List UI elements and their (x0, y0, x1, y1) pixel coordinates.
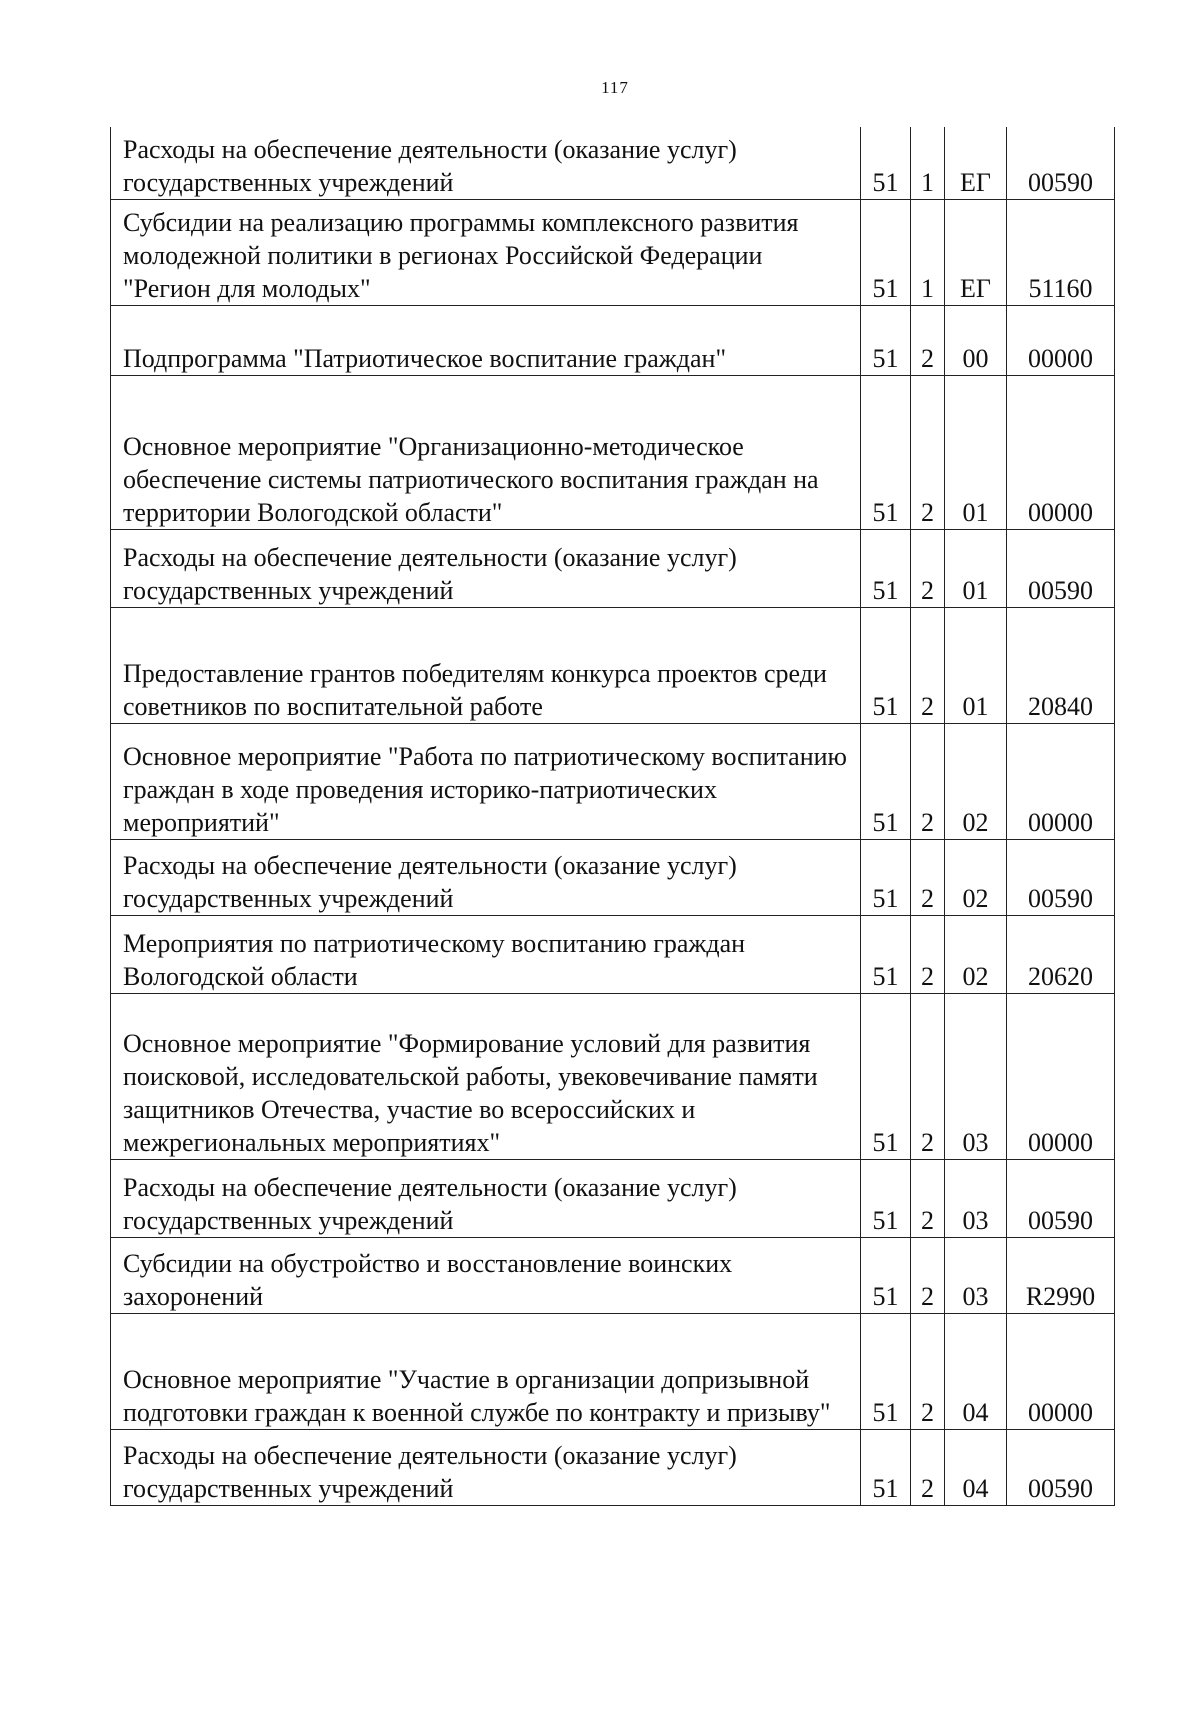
subprogram-code: 2 (911, 529, 945, 607)
program-code: 51 (861, 915, 911, 993)
direction-code: 00000 (1007, 1313, 1115, 1429)
event-code: ЕГ (945, 199, 1007, 305)
program-code: 51 (861, 127, 911, 199)
program-code: 51 (861, 375, 911, 529)
expense-name: Расходы на обеспечение деятельности (оказание услуг) государственных учреждений (111, 127, 861, 199)
table-row (111, 305, 1115, 375)
subprogram-code: 2 (911, 915, 945, 993)
subprogram-code: 2 (911, 723, 945, 839)
subprogram-code: 2 (911, 993, 945, 1159)
subprogram-code: 2 (911, 305, 945, 375)
program-code: 51 (861, 607, 911, 723)
event-code: 01 (945, 375, 1007, 529)
direction-code: 00590 (1007, 127, 1115, 199)
budget-classification-table (110, 127, 1115, 1506)
table-row (111, 723, 1115, 839)
direction-code: 00000 (1007, 305, 1115, 375)
direction-code: 20840 (1007, 607, 1115, 723)
direction-code: 51160 (1007, 199, 1115, 305)
program-code: 51 (861, 1159, 911, 1237)
table-row (111, 993, 1115, 1159)
event-code: 00 (945, 305, 1007, 375)
expense-name: Расходы на обеспечение деятельности (оказание услуг) государственных учреждений (111, 839, 861, 915)
program-code: 51 (861, 993, 911, 1159)
program-code: 51 (861, 199, 911, 305)
event-code: 01 (945, 529, 1007, 607)
expense-name: Субсидии на реализацию программы комплексного развития молодежной политики в регионах Российской Федерации "Регион для молодых" (111, 199, 861, 305)
table-row (111, 1237, 1115, 1313)
expense-name: Основное мероприятие "Участие в организации допризывной подготовки граждан к военной службе по контракту и призыву" (111, 1313, 861, 1429)
table-row (111, 915, 1115, 993)
table-row (111, 1159, 1115, 1237)
direction-code: 00590 (1007, 529, 1115, 607)
direction-code: 00590 (1007, 1429, 1115, 1505)
expense-name: Мероприятия по патриотическому воспитанию граждан Вологодской области (111, 915, 861, 993)
direction-code: 00590 (1007, 839, 1115, 915)
subprogram-code: 1 (911, 127, 945, 199)
table-row (111, 127, 1115, 199)
program-code: 51 (861, 723, 911, 839)
event-code: 02 (945, 915, 1007, 993)
table-row (111, 529, 1115, 607)
event-code: 03 (945, 993, 1007, 1159)
direction-code: 20620 (1007, 915, 1115, 993)
subprogram-code: 2 (911, 1237, 945, 1313)
expense-name: Основное мероприятие "Организационно-методическое обеспечение системы патриотического воспитания граждан на территории Вологодской области" (111, 375, 861, 529)
table-row (111, 199, 1115, 305)
program-code: 51 (861, 529, 911, 607)
page-number: 117 (601, 78, 629, 97)
subprogram-code: 2 (911, 1159, 945, 1237)
event-code: ЕГ (945, 127, 1007, 199)
program-code: 51 (861, 1237, 911, 1313)
table-row (111, 1429, 1115, 1505)
expense-name: Расходы на обеспечение деятельности (оказание услуг) государственных учреждений (111, 1429, 861, 1505)
program-code: 51 (861, 1313, 911, 1429)
table-row (111, 1313, 1115, 1429)
program-code: 51 (861, 1429, 911, 1505)
subprogram-code: 2 (911, 1313, 945, 1429)
direction-code: 00590 (1007, 1159, 1115, 1237)
expense-name: Расходы на обеспечение деятельности (оказание услуг) государственных учреждений (111, 529, 861, 607)
event-code: 03 (945, 1159, 1007, 1237)
table-row (111, 607, 1115, 723)
table-row (111, 375, 1115, 529)
event-code: 04 (945, 1429, 1007, 1505)
expense-name: Основное мероприятие "Формирование условий для развития поисковой, исследовательской работы, увековечивание памяти защитников Отечества, участие во всероссийских и межрегиональных мероприятиях" (111, 993, 861, 1159)
program-code: 51 (861, 839, 911, 915)
subprogram-code: 2 (911, 839, 945, 915)
direction-code: 00000 (1007, 993, 1115, 1159)
subprogram-code: 2 (911, 607, 945, 723)
direction-code: 00000 (1007, 723, 1115, 839)
expense-name: Расходы на обеспечение деятельности (оказание услуг) государственных учреждений (111, 1159, 861, 1237)
program-code: 51 (861, 305, 911, 375)
event-code: 01 (945, 607, 1007, 723)
event-code: 03 (945, 1237, 1007, 1313)
event-code: 04 (945, 1313, 1007, 1429)
direction-code: 00000 (1007, 375, 1115, 529)
subprogram-code: 2 (911, 1429, 945, 1505)
expense-name: Субсидии на обустройство и восстановление воинских захоронений (111, 1237, 861, 1313)
expense-name: Основное мероприятие "Работа по патриотическому воспитанию граждан в ходе проведения историко-патриотических мероприятий" (111, 723, 861, 839)
table-row (111, 839, 1115, 915)
event-code: 02 (945, 839, 1007, 915)
expense-name: Предоставление грантов победителям конкурса проектов среди советников по воспитательной работе (111, 607, 861, 723)
event-code: 02 (945, 723, 1007, 839)
direction-code: R2990 (1007, 1237, 1115, 1313)
subprogram-code: 2 (911, 375, 945, 529)
subprogram-code: 1 (911, 199, 945, 305)
expense-name: Подпрограмма "Патриотическое воспитание граждан" (111, 305, 861, 375)
